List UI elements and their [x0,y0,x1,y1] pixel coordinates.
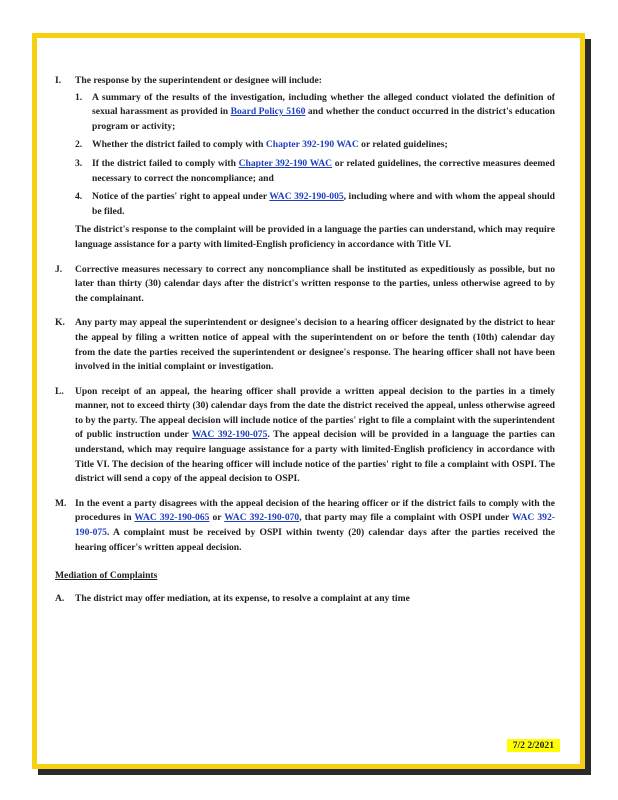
wac-link[interactable]: WAC 392-190-005 [269,191,344,203]
board-policy-link[interactable]: Board Policy 5160 [230,106,306,118]
section-label: K. [55,317,65,329]
item-text: A summary of the results of the investigation, including whether the alleged conduct violated the definition of sexual harassment as provided in [92,91,555,118]
wac-link[interactable]: WAC 392-190-065 [134,512,210,524]
section-text: Corrective measures necessary to correct any noncompliance shall be instituted as expeditiously as possible, but no later than thirty (30) calendar days after the district's written response to the parties, unless otherwise agreed to by the complainant. [75,263,555,304]
item-number: 4. [75,191,83,203]
chapter-ref: Chapter 392-190 WAC [265,139,359,151]
list-item [75,190,555,219]
section-m [55,497,555,555]
language-note: The district's response to the complaint will be provided in a language the parties can understand, which may require language assistance for a party with limited-English proficiency in accordance with Title VI. [75,224,555,250]
list-item [75,138,555,153]
item-number: 1. [75,91,83,103]
chapter-link[interactable]: Chapter 392-190 WAC [238,157,333,169]
section-label: J. [55,263,63,275]
section-i [55,74,555,253]
section-label: M. [55,497,67,509]
page-frame [32,33,585,769]
item-number: 2. [75,139,83,151]
section-text: The district may offer mediation, at its expense, to resolve a complaint at any time [75,592,410,604]
section-text: Upon receipt of an appeal, the hearing officer shall provide a written appeal decision to the parties in a timely manner, not to exceed thirty (30) calendar days from the date the district received the appeal, unless otherwise agreed to by the party. The appeal decision will include notice of the parties' right to file a complaint with the superintendent of public instruction under [75,385,555,441]
item-text: Whether the district failed to comply with [92,139,266,151]
item-number: 3. [75,157,83,169]
document-body [55,74,555,616]
section-label: A. [55,592,65,604]
section-text: . A complaint must be received by OSPI within twenty (20) calendar days after the parties received the hearing officer's written appeal decision. [75,527,555,553]
list-item [75,157,555,186]
item-text: and whether the conduct occurred in the district's education program or activity; [92,106,555,132]
section-mediation-a [55,592,555,607]
wac-link[interactable]: WAC 392-190-075 [191,429,268,441]
item-text: If the district failed to comply with [92,157,239,169]
item-text: or related guidelines; [358,139,448,151]
section-k [55,316,555,374]
revision-date: 7/2 2/2021 [507,739,560,752]
wac-link[interactable]: WAC 392-190-070 [224,512,300,524]
item-text: , including where and with whom the appeal should be filed. [92,191,555,217]
item-text: or related guidelines, the corrective measures deemed necessary to correct the noncompliance; and [92,157,555,184]
section-j [55,263,555,307]
section-label: L. [55,385,64,397]
list-item [75,91,555,135]
section-text: or [209,512,225,524]
mediation-heading: Mediation of Complaints [55,570,158,582]
section-intro: The response by the superintendent or designee will include: [75,75,322,86]
section-text: In the event a party disagrees with the appeal decision of the hearing officer or if the district fails to comply with the procedures in [75,497,555,524]
wac-ref: WAC 392-190-075 [75,512,555,539]
section-text: Any party may appeal the superintendent or designee's decision to a hearing officer designated by the district to hear the appeal by filing a written notice of appeal with the superintendent on or before the tenth (10th) calendar day from the date the parties received the superintendent or designee's response. The hearing officer shall not have been involved in the initial complaint or investigation. [75,317,555,373]
section-l [55,385,555,487]
section-text: . The appeal decision will be provided in a language the parties can understand, which may require language assistance for a party with limited-English proficiency in accordance with Title VI. The decision of the hearing officer will include notice of the parties' right to file a complaint with OSPI. The district will send a copy of the appeal decision to OSPI. [75,429,555,485]
section-text: , that party may file a complaint with OSPI under [299,512,512,524]
section-label: I. [55,75,62,86]
item-text: Notice of the parties' right to appeal under [92,191,270,203]
